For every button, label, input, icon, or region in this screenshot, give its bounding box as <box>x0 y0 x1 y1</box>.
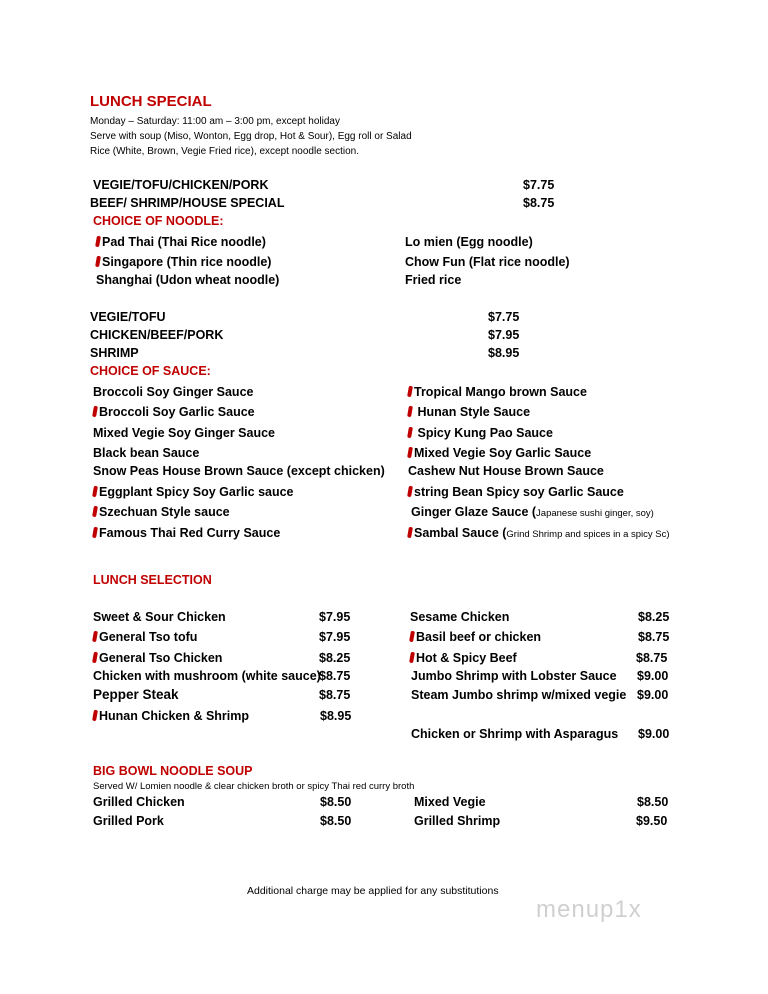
selection-price: $9.00 <box>638 727 670 741</box>
chili-pepper-icon <box>92 406 98 418</box>
sauce-heading: CHOICE OF SAUCE: <box>90 364 211 378</box>
noodle-price-name: BEEF/ SHRIMP/HOUSE SPECIAL <box>90 196 285 210</box>
selection-item: Pepper Steak <box>93 687 179 702</box>
chili-pepper-icon <box>407 447 413 459</box>
selection-price: $8.75 <box>319 688 351 702</box>
noodle-item: Chow Fun (Flat rice noodle) <box>405 255 570 269</box>
noodle-price-value: $8.75 <box>523 196 555 210</box>
soup-price: $9.50 <box>636 814 668 828</box>
sauce-item: Tropical Mango brown Sauce <box>408 384 587 400</box>
soup-heading: BIG BOWL NOODLE SOUP <box>93 764 253 778</box>
substitution-note: Additional charge may be applied for any substitutions <box>247 885 499 897</box>
sauce-price-value: $7.95 <box>488 328 520 342</box>
noodle-price-name: VEGIE/TOFU/CHICKEN/PORK <box>93 178 269 192</box>
soup-subtitle: Served W/ Lomien noodle & clear chicken broth or spicy Thai red curry broth <box>93 781 415 792</box>
chili-pepper-icon <box>407 386 413 398</box>
chili-pepper-icon <box>92 527 98 539</box>
serve-with-line: Serve with soup (Miso, Wonton, Egg drop, Hot & Sour), Egg roll or Salad <box>90 131 412 142</box>
chili-pepper-icon <box>407 427 413 439</box>
noodle-item: Pad Thai (Thai Rice noodle) <box>96 234 266 250</box>
selection-price: $8.95 <box>320 709 352 723</box>
sauce-price-value: $7.75 <box>488 310 520 324</box>
selection-item: General Tso Chicken <box>93 650 222 666</box>
selection-item: Sweet & Sour Chicken <box>93 610 226 624</box>
sauce-item: Broccoli Soy Garlic Sauce <box>93 404 255 420</box>
sauce-item: Szechuan Style sauce <box>93 504 230 520</box>
selection-price: $8.25 <box>638 610 670 624</box>
sauce-item: Famous Thai Red Curry Sauce <box>93 525 280 541</box>
soup-item: Grilled Pork <box>93 814 164 828</box>
sauce-price-name: VEGIE/TOFU <box>90 310 166 324</box>
sauce-price-name: CHICKEN/BEEF/PORK <box>90 328 224 342</box>
selection-item: Hot & Spicy Beef <box>410 650 517 666</box>
noodle-item: Shanghai (Udon wheat noodle) <box>96 273 280 287</box>
chili-pepper-icon <box>409 652 415 664</box>
noodle-item: Fried rice <box>405 273 462 287</box>
selection-item: Jumbo Shrimp with Lobster Sauce <box>411 669 617 683</box>
sauce-item: Mixed Vegie Soy Garlic Sauce <box>408 445 591 461</box>
sauce-price-value: $8.95 <box>488 346 520 360</box>
sauce-item: Spicy Kung Pao Sauce <box>408 425 553 441</box>
sauce-detail: Grind Shrimp and spices in a spicy Sc) <box>506 529 670 540</box>
sauce-item: Black bean Sauce <box>93 446 200 460</box>
soup-item: Mixed Vegie <box>414 795 486 809</box>
chili-pepper-icon <box>92 506 98 518</box>
noodle-price-value: $7.75 <box>523 178 555 192</box>
selection-item: Steam Jumbo shrimp w/mixed vegie <box>411 688 627 702</box>
hours-line: Monday – Saturday: 11:00 am – 3:00 pm, except holiday <box>90 116 340 127</box>
sauce-item: Sambal Sauce (Grind Shrimp and spices in a spicy Sc) <box>408 525 670 543</box>
selection-price: $8.75 <box>319 669 351 683</box>
chili-pepper-icon <box>92 631 98 643</box>
page-title: LUNCH SPECIAL <box>90 93 212 110</box>
selection-price: $7.95 <box>319 630 351 644</box>
sauce-item: Hunan Style Sauce <box>408 404 530 420</box>
noodle-item: Singapore (Thin rice noodle) <box>96 254 271 270</box>
selection-price: $7.95 <box>319 610 351 624</box>
sauce-item: Broccoli Soy Ginger Sauce <box>93 385 254 399</box>
soup-price: $8.50 <box>637 795 669 809</box>
selection-item: Sesame Chicken <box>410 610 510 624</box>
rice-line: Rice (White, Brown, Vegie Fried rice), except noodle section. <box>90 146 360 157</box>
soup-item: Grilled Chicken <box>93 795 185 809</box>
soup-price: $8.50 <box>320 795 352 809</box>
selection-price: $8.75 <box>636 651 668 665</box>
chili-pepper-icon <box>407 486 413 498</box>
chili-pepper-icon <box>407 527 413 539</box>
chili-pepper-icon <box>92 486 98 498</box>
sauce-item: Ginger Glaze Sauce (Japanese sushi ginger, soy) <box>411 505 654 519</box>
chili-pepper-icon <box>95 256 101 268</box>
chili-pepper-icon <box>409 631 415 643</box>
selection-item: Chicken with mushroom (white sauce) <box>93 669 321 683</box>
chili-pepper-icon <box>92 652 98 664</box>
selection-item: General Tso tofu <box>93 629 197 645</box>
sauce-item: Eggplant Spicy Soy Garlic sauce <box>93 484 294 500</box>
noodle-item: Lo mien (Egg noodle) <box>405 235 533 249</box>
noodle-heading: CHOICE OF NOODLE: <box>93 214 224 228</box>
sauce-item: Cashew Nut House Brown Sauce <box>408 464 604 478</box>
selection-price: $8.25 <box>319 651 351 665</box>
sauce-price-name: SHRIMP <box>90 346 139 360</box>
soup-item: Grilled Shrimp <box>414 814 501 828</box>
chili-pepper-icon <box>92 710 98 722</box>
chili-pepper-icon <box>95 236 101 248</box>
selection-item: Hunan Chicken & Shrimp <box>93 708 249 724</box>
sauce-item: Mixed Vegie Soy Ginger Sauce <box>93 426 276 440</box>
selection-heading: LUNCH SELECTION <box>93 573 212 587</box>
selection-price: $9.00 <box>637 688 669 702</box>
sauce-detail: Japanese sushi ginger, soy) <box>536 508 654 519</box>
selection-item: Chicken or Shrimp with Asparagus <box>411 727 619 741</box>
sauce-item: Snow Peas House Brown Sauce (except chicken) <box>93 464 385 478</box>
selection-item: Basil beef or chicken <box>410 629 541 645</box>
soup-price: $8.50 <box>320 814 352 828</box>
sauce-item: string Bean Spicy soy Garlic Sauce <box>408 484 624 500</box>
selection-price: $8.75 <box>638 630 670 644</box>
chili-pepper-icon <box>407 406 413 418</box>
watermark-logo: menup1x <box>536 896 642 923</box>
selection-price: $9.00 <box>637 669 669 683</box>
